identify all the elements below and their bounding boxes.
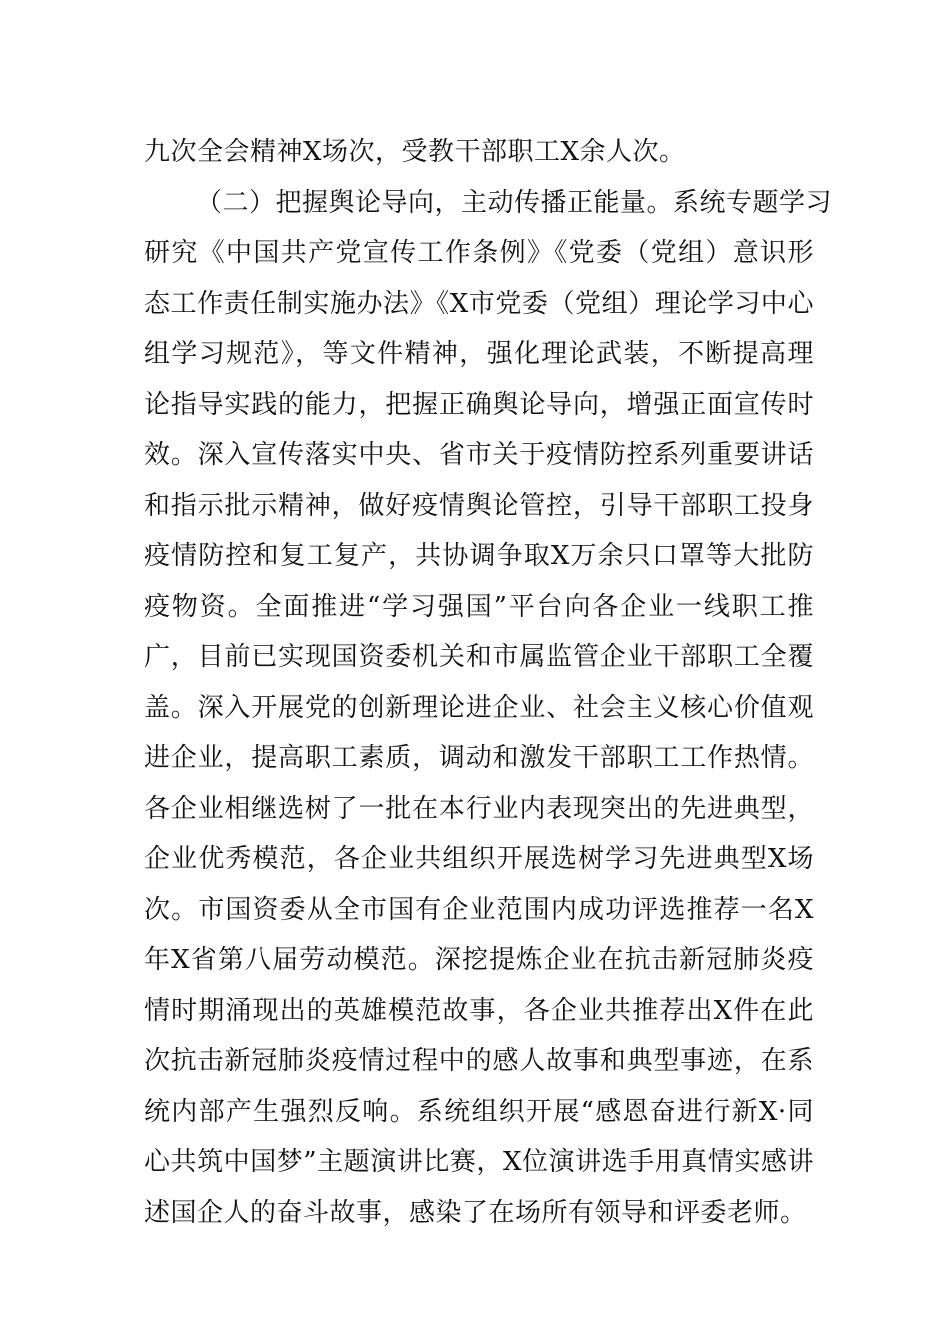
text-line: 次。市国资委从全市国有企业范围内成功评选推荐一名X (144, 894, 814, 925)
text-line: 心共筑中国梦”主题演讲比赛，X位演讲选手用真情实感讲 (144, 1147, 814, 1177)
text-line: 年X省第八届劳动模范。深挖提炼企业在抗击新冠肺炎疫 (144, 945, 814, 975)
text-line: 效。深入宣传落实中央、省市关于疫情防控系列重要讲话 (144, 440, 814, 470)
text-line: 九次全会精神X场次，受教干部职工X余人次。 (144, 137, 686, 167)
text-line: 各企业相继选树了一批在本行业内表现突出的先进典型， (144, 793, 814, 824)
text-line: 次抗击新冠肺炎疫情过程中的感人故事和典型事迹，在系 (144, 1046, 814, 1076)
text-line: 态工作责任制实施办法》《X市党委（党组）理论学习中心 (144, 288, 814, 319)
text-line: 研究《中国共产党宣传工作条例》《党委（党组）意识形 (144, 238, 814, 268)
text-line: 述国企人的奋斗故事，感染了在场所有领导和评委老师。 (144, 1197, 807, 1228)
text-line: 情时期涌现出的英雄模范故事，各企业共推荐出X件在此 (144, 995, 814, 1026)
text-line: 进企业，提高职工素质，调动和激发干部职工工作热情。 (144, 743, 814, 773)
text-line: 组学习规范》，等文件精神，强化理论武装，不断提高理 (144, 339, 814, 369)
text-line: 盖。深入开展党的创新理论进企业、社会主义核心价值观 (144, 692, 814, 723)
text-line: 广，目前已实现国资委机关和市属监管企业干部职工全覆 (144, 642, 814, 672)
section-heading-line: （二）把握舆论导向，主动传播正能量。系统专题学习 (196, 187, 833, 218)
text-line: 疫物资。全面推进“学习强国”平台向各企业一线职工推 (144, 591, 814, 622)
text-line: 论指导实践的能力，把握正确舆论导向，增强正面宣传时 (144, 389, 814, 420)
text-line: 企业优秀模范，各企业共组织开展选树学习先进典型X场 (144, 844, 814, 874)
text-line: 统内部产生强烈反响。系统组织开展“感恩奋进行新X·同 (144, 1096, 814, 1127)
text-line: 疫情防控和复工复产，共协调争取X万余只口罩等大批防 (144, 541, 814, 571)
text-line: 和指示批示精神，做好疫情舆论管控，引导干部职工投身 (144, 490, 814, 521)
body-text (144, 127, 833, 1238)
